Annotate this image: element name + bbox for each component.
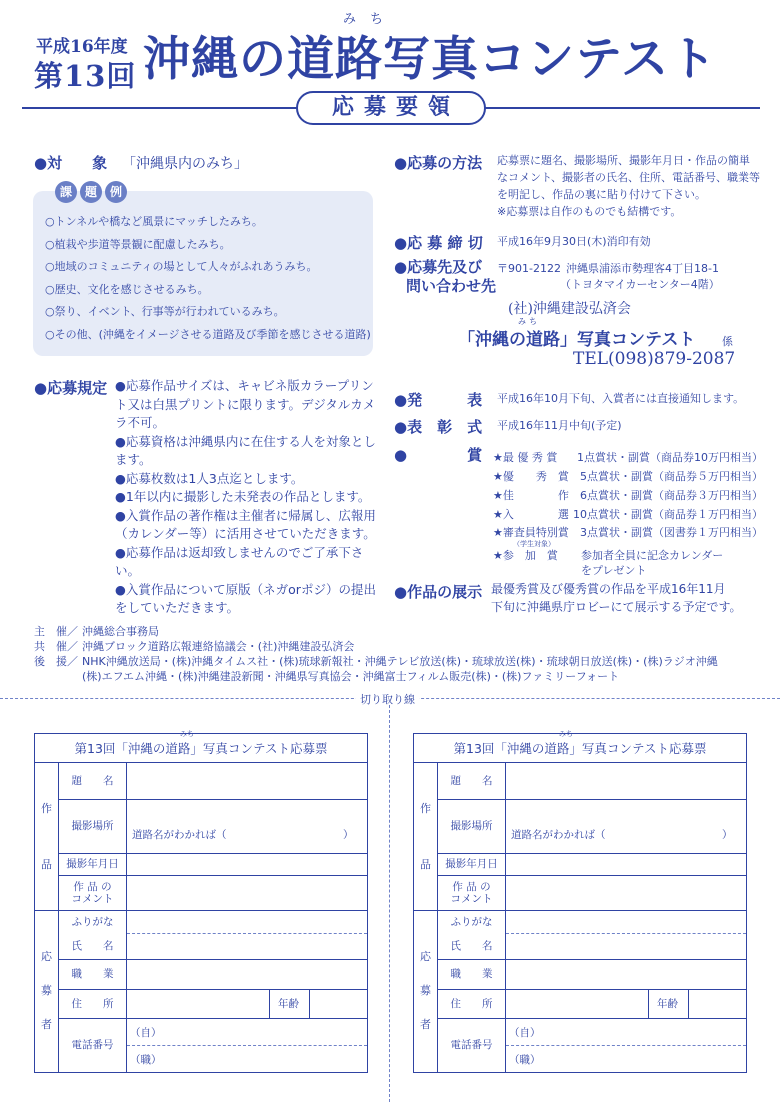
page-title: 沖縄の道路写真コンテスト [143,32,718,87]
form-title [35,730,367,763]
label-comment-line: 作 品 の [452,880,491,893]
prize-table [493,448,763,578]
announce-value: 平成16年10月下旬、入賞者には直接通知します。 [497,392,745,405]
prize-row [493,486,763,505]
sponsor-value: (株)エフエム沖縄・(株)沖縄建設新聞・沖縄県写真協会・沖縄富士フィルム販売(株)・(株)ファミリーフォート [82,670,620,683]
sponsor-row [34,654,754,669]
exhibition-text [491,580,742,616]
group-spacer [420,1002,431,1014]
prize-name: ★参 加 賞 [493,549,558,562]
contact-ruby: みち [518,317,540,326]
contact-org: (社)沖縄建設弘済会 [508,301,631,317]
row-rule [59,799,367,800]
form-title-ruby: みち [559,730,573,738]
prize-value: 5点賞状・副賞（商品券５万円相当） [580,470,763,483]
method-line: ※応募票は自作のものでも結構です。 [497,205,682,218]
prize-row [493,524,763,541]
cut-line-label: 切り取り線 [356,691,419,707]
section-rule [414,910,746,911]
examples-title-char: 例 [105,181,127,203]
sponsor-value: 沖縄総合事務局 [82,625,159,638]
group-applicant [35,910,59,1072]
form-body [35,763,367,1072]
sponsor-row [34,624,754,639]
theme-label: ●対 象 [34,154,108,172]
label-place: 撮影場所 [438,799,506,853]
sponsor-row [34,669,754,684]
method-line: を明記し、作品の裏に貼り付けて下さい。 [497,188,706,201]
group-applicant-char: 応 [420,950,431,963]
exhibition-line: 下旬に沖縄県庁ロビーにて展示する予定です。 [491,600,742,614]
prize-special-note: （学生対象） [513,540,555,548]
row-rule [59,989,367,990]
label-name: 氏 名 [59,933,127,959]
road-hint: 道路名がわかれば（ [132,829,227,841]
method-line: 応募票に題名、撮影場所、撮影年月日・作品の簡単 [497,154,750,167]
prize-name: ★審査員特別賞 [493,526,569,539]
rule-item: ●応募資格は沖縄県内に在住する人を対象とします。 [115,433,376,467]
label-job: 職 業 [59,959,127,989]
header-rule-left [22,107,302,109]
row-rule [438,959,746,960]
group-work-char: 作 [41,801,52,815]
sponsor-key: 後 援／ [34,655,78,668]
theme-example: ○植栽や歩道等景観に配慮したみち。 [45,237,231,251]
method-text [497,152,767,220]
row-rule [438,799,746,800]
prize-value: 6点賞状・副賞（商品券３万円相当） [580,489,763,502]
form-body [414,763,746,1072]
prize-row [493,563,763,578]
group-work [414,763,438,910]
sponsor-key [34,669,82,684]
row-rule [438,875,746,876]
sponsor-row [34,639,754,654]
rule-item: ●1年以内に撮影した未発表の作品とします。 [115,489,371,504]
examples-title-char: 題 [80,181,102,203]
cut-line-vertical [389,705,390,1102]
method-label: ●応募の方法 [394,154,483,172]
label-date: 撮影年月日 [59,853,127,875]
form-title [414,730,746,763]
rules-label: ●応募規定 [34,379,108,397]
sponsor-value: 沖縄ブロック道路広報連絡協議会・(社)沖縄建設弘済会 [82,640,355,653]
label-phone: 電話番号 [438,1018,506,1072]
guide-heading: 応募要領 [296,91,486,125]
examples-title [55,181,127,203]
rule-item: ●入賞作品の著作権は主催者に帰属し、広報用（カレンダー等）に活用させていただきます。 [115,507,376,541]
group-work [35,763,59,910]
label-job: 職 業 [438,959,506,989]
phone-home: （自） [130,1027,162,1039]
contact-kakari: 係 [722,335,733,348]
prize-value: 参加者全員に記念カレンダー [581,549,724,562]
group-spacer [41,1002,52,1014]
prize-name: ★最 優 秀 賞 [493,451,558,464]
prize-value: 10点賞状・副賞（商品券１万円相当） [573,508,763,521]
row-rule-dashed [127,933,367,934]
contact-contest: 「沖縄の道路」写真コンテスト [458,330,696,350]
theme-example: ○地域のコミュニティの場として人々がふれあうみち。 [45,260,318,273]
label-furigana: ふりがな [438,910,506,933]
form-title-text: 第13回「沖縄の道路」写真コンテスト応募票 [453,741,707,756]
announce-label: ●発 表 [394,391,483,409]
prize-name: ★佳 作 [493,489,569,502]
rule-item: ●入賞作品について原版（ネガorポジ）の提出をしていただきます。 [115,581,376,615]
row-rule [438,989,746,990]
row-rule [59,1018,367,1019]
row-rule-dashed [506,933,746,934]
examples-title-char: 課 [55,181,77,203]
prize-spacer [493,563,581,578]
contact-postal: 〒901-2122 [497,262,561,275]
group-applicant [414,910,438,1072]
label-date: 撮影年月日 [438,853,506,875]
group-spacer [41,968,52,980]
contact-label-line: ●応募先及び [394,258,483,276]
group-work-char: 品 [420,857,431,871]
prize-name: ★入 選 [493,508,569,521]
theme-example: ○祭り、イベント、行事等が行われているみち。 [45,305,285,318]
label-comment [59,875,127,910]
row-rule [59,959,367,960]
contact-address: 沖縄県浦添市勢理客4丁目18-1 [566,262,719,275]
group-applicant-char: 者 [41,1018,52,1031]
deadline-value: 平成16年9月30日(木)消印有効 [497,235,651,248]
rule-item: ●応募作品は返却致しませんのでご了承下さい。 [115,544,364,578]
sponsors [34,624,754,684]
prize-label: ● 賞 [394,446,483,464]
group-spacer [420,820,431,854]
group-applicant-char: 者 [420,1018,431,1031]
age-divider [688,989,689,1018]
road-hint-close: ） [722,829,733,841]
method-line: なコメント、撮影者の氏名、住所、電話番号、職業等 [497,171,761,184]
contact-label-line: 問い合わせ先 [406,277,497,295]
label-comment-line: コメント [450,892,493,905]
theme-example: ○トンネルや橋など風景にマッチしたみち。 [45,215,263,228]
label-place: 撮影場所 [59,799,127,853]
header-rule-right [480,107,760,109]
deadline-label: ●応 募 締 切 [394,234,483,252]
contact-building: （トヨタマイカーセンター4階） [560,278,720,291]
group-applicant-char: 募 [41,984,52,997]
row-rule [438,1018,746,1019]
prize-value-continued: をプレゼント [581,564,647,577]
row-rule [59,853,367,854]
sponsor-key: 共 催／ [34,640,78,653]
age-divider [269,989,270,1018]
contact-tel: TEL(098)879-2087 [573,349,736,369]
road-hint: 道路名がわかれば（ [511,829,606,841]
label-title: 題 名 [438,763,506,799]
rule-item: ●応募作品サイズは、キャビネ版カラープリント又は白黒プリントに限ります。デジタルカメラ不可。 [115,378,376,430]
sponsor-value: NHK沖縄放送局・(株)沖縄タイムス社・(株)琉球新報社・沖縄テレビ放送(株)・琉球放送(株)・琉球朝日放送(株)・(株)ラジオ沖縄 [82,655,718,668]
label-furigana: ふりがな [59,910,127,933]
prize-row [493,448,763,467]
phone-work: （職） [509,1054,541,1066]
age-divider [648,989,649,1018]
label-comment-line: 作 品 の [73,880,112,893]
award-value: 平成16年11月中旬(予定) [497,419,622,432]
contact-label [394,258,496,296]
form-title-text: 第13回「沖縄の道路」写真コンテスト応募票 [74,741,328,756]
label-address: 住 所 [59,989,127,1018]
exhibition-label: ●作品の展示 [394,583,483,601]
section-rule [35,910,367,911]
phone-work: （職） [130,1054,162,1066]
entry-form-left [34,730,368,1073]
label-title: 題 名 [59,763,127,799]
contest-year: 平成16年度 [36,37,128,57]
sponsor-key: 主 催／ [34,625,78,638]
theme-value: 「沖縄県内のみち」 [122,156,248,172]
entry-form-right [413,730,747,1073]
label-phone: 電話番号 [59,1018,127,1072]
label-comment-line: コメント [71,892,114,905]
road-hint-close: ） [343,829,354,841]
prize-row [493,467,763,486]
theme-example: ○歴史、文化を感じさせるみち。 [45,282,209,296]
row-rule-dashed [127,1045,367,1046]
age-divider [309,989,310,1018]
prize-name: ★優 秀 賞 [493,470,569,483]
label-name: 氏 名 [438,933,506,959]
exhibition-line: 最優秀賞及び優秀賞の作品を平成16年11月 [491,582,726,596]
theme-example: ○その他、(沖縄をイメージさせる道路及び季節を感じさせる道路) [45,327,371,341]
row-rule-dashed [506,1045,746,1046]
rules-list [115,377,380,618]
prize-value: 1点賞状・副賞（商品券10万円相当） [577,451,763,464]
phone-home: （自） [509,1027,541,1039]
group-spacer [41,820,52,854]
rule-item: ●応募枚数は1人3点迄とします。 [115,470,304,486]
form-title-ruby: みち [180,730,194,738]
prize-row [493,548,763,563]
theme-examples-list [45,211,370,346]
group-applicant-char: 応 [41,950,52,963]
award-label: ●表 彰 式 [394,418,483,436]
group-work-char: 作 [420,801,431,815]
contest-edition: 第13回 [34,59,137,93]
label-age: 年齢 [657,998,678,1010]
group-work-char: 品 [41,857,52,871]
group-spacer [420,968,431,980]
group-applicant-char: 募 [420,984,431,997]
row-rule [438,853,746,854]
row-rule [59,875,367,876]
label-age: 年齢 [278,998,299,1010]
label-address: 住 所 [438,989,506,1018]
title-ruby: みち [343,12,398,27]
label-comment [438,875,506,910]
prize-value: 3点賞状・副賞（図書券１万円相当） [580,526,763,539]
prize-row [493,505,763,524]
